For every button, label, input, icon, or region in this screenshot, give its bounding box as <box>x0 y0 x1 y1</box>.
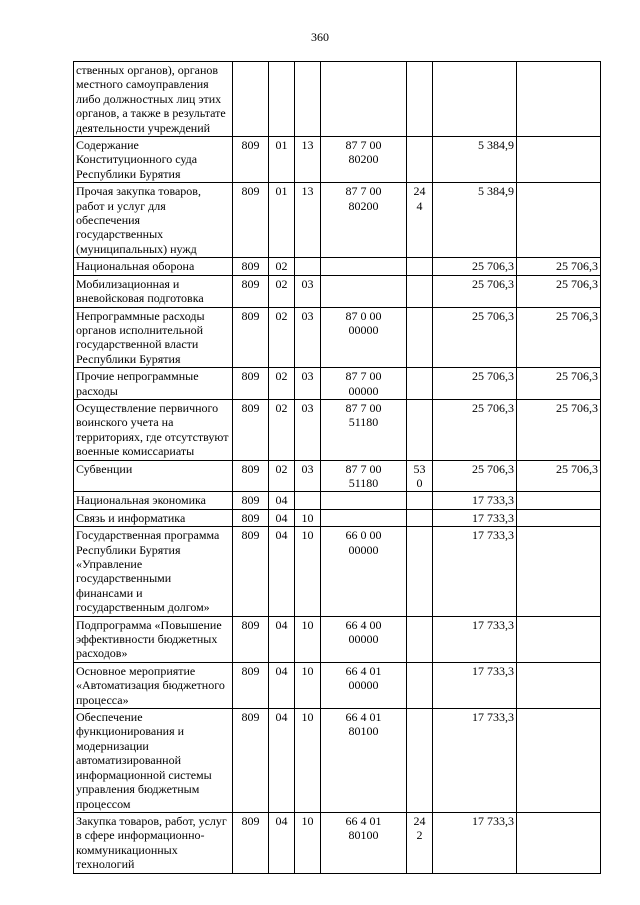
section-code: 01 <box>269 183 295 258</box>
expense-type-code <box>407 368 433 400</box>
section-code: 04 <box>269 709 295 813</box>
expense-type-code <box>407 258 433 275</box>
table-row <box>74 275 601 307</box>
target-article-code: 87 7 00 80200 <box>321 137 407 183</box>
table-row <box>74 616 601 662</box>
amount-year-2 <box>517 183 601 258</box>
subsection-code <box>295 62 321 137</box>
amount-year-1: 17 733,3 <box>433 709 517 813</box>
subsection-code: 03 <box>295 307 321 368</box>
table-row <box>74 460 601 492</box>
amount-year-2 <box>517 492 601 509</box>
section-code: 04 <box>269 812 295 873</box>
target-article-code <box>321 509 407 526</box>
page-number: 360 <box>311 30 329 44</box>
amount-year-2 <box>517 616 601 662</box>
subsection-code: 10 <box>295 709 321 813</box>
amount-year-1: 25 706,3 <box>433 275 517 307</box>
amount-year-2: 25 706,3 <box>517 368 601 400</box>
item-name: Государственная программа Республики Бурятия «Управление государственными финансами и государственным долгом» <box>74 527 233 616</box>
subsection-code: 10 <box>295 527 321 616</box>
amount-year-2: 25 706,3 <box>517 275 601 307</box>
item-name: Основное мероприятие «Автоматизация бюджетного процесса» <box>74 662 233 708</box>
grbs-code: 809 <box>233 812 269 873</box>
subsection-code: 03 <box>295 399 321 460</box>
expense-type-code <box>407 709 433 813</box>
grbs-code <box>233 62 269 137</box>
amount-year-1: 25 706,3 <box>433 258 517 275</box>
expense-type-code <box>407 275 433 307</box>
subsection-code: 03 <box>295 460 321 492</box>
amount-year-1: 5 384,9 <box>433 183 517 258</box>
table-row <box>74 62 601 137</box>
item-name: Прочая закупка товаров, работ и услуг для обеспечения государственных (муниципальных) нужд <box>74 183 233 258</box>
target-article-code: 87 7 00 51180 <box>321 399 407 460</box>
table-body <box>74 62 601 874</box>
item-name: Прочие непрограммные расходы <box>74 368 233 400</box>
target-article-code: 66 4 01 00000 <box>321 662 407 708</box>
grbs-code: 809 <box>233 527 269 616</box>
subsection-code: 10 <box>295 616 321 662</box>
table-row <box>74 492 601 509</box>
table-row <box>74 258 601 275</box>
section-code: 02 <box>269 399 295 460</box>
target-article-code: 66 0 00 00000 <box>321 527 407 616</box>
amount-year-2: 25 706,3 <box>517 460 601 492</box>
grbs-code: 809 <box>233 307 269 368</box>
target-article-code <box>321 62 407 137</box>
subsection-code: 03 <box>295 368 321 400</box>
table-row <box>74 662 601 708</box>
table-row <box>74 368 601 400</box>
section-code: 04 <box>269 527 295 616</box>
item-name: Осуществление первичного воинского учета на территориях, где отсутствуют военные комиссариаты <box>74 399 233 460</box>
section-code <box>269 62 295 137</box>
expense-type-code <box>407 616 433 662</box>
section-code: 02 <box>269 307 295 368</box>
amount-year-1: 17 733,3 <box>433 527 517 616</box>
grbs-code: 809 <box>233 183 269 258</box>
item-name: Мобилизационная и вневойсковая подготовка <box>74 275 233 307</box>
section-code: 04 <box>269 662 295 708</box>
amount-year-1: 25 706,3 <box>433 368 517 400</box>
grbs-code: 809 <box>233 509 269 526</box>
target-article-code: 87 7 00 00000 <box>321 368 407 400</box>
amount-year-1: 25 706,3 <box>433 307 517 368</box>
amount-year-1 <box>433 62 517 137</box>
table-row <box>74 307 601 368</box>
section-code: 02 <box>269 368 295 400</box>
amount-year-1: 17 733,3 <box>433 662 517 708</box>
amount-year-2: 25 706,3 <box>517 307 601 368</box>
amount-year-1: 17 733,3 <box>433 492 517 509</box>
amount-year-1: 17 733,3 <box>433 509 517 526</box>
target-article-code <box>321 492 407 509</box>
section-code: 04 <box>269 616 295 662</box>
section-code: 02 <box>269 460 295 492</box>
subsection-code: 03 <box>295 275 321 307</box>
expense-type-code <box>407 137 433 183</box>
grbs-code: 809 <box>233 662 269 708</box>
subsection-code: 10 <box>295 509 321 526</box>
section-code: 04 <box>269 492 295 509</box>
target-article-code: 87 7 00 51180 <box>321 460 407 492</box>
subsection-code: 10 <box>295 662 321 708</box>
grbs-code: 809 <box>233 258 269 275</box>
amount-year-1: 25 706,3 <box>433 460 517 492</box>
expense-type-code <box>407 307 433 368</box>
section-code: 02 <box>269 275 295 307</box>
table-row <box>74 709 601 813</box>
amount-year-2 <box>517 62 601 137</box>
table-row <box>74 399 601 460</box>
grbs-code: 809 <box>233 460 269 492</box>
budget-table <box>73 61 601 874</box>
table-row <box>74 527 601 616</box>
item-name: Подпрограмма «Повышение эффективности бюджетных расходов» <box>74 616 233 662</box>
subsection-code: 13 <box>295 137 321 183</box>
expense-type-code <box>407 399 433 460</box>
expense-type-code <box>407 662 433 708</box>
target-article-code <box>321 258 407 275</box>
target-article-code: 66 4 01 80100 <box>321 709 407 813</box>
item-name: Субвенции <box>74 460 233 492</box>
target-article-code <box>321 275 407 307</box>
target-article-code: 66 4 01 80100 <box>321 812 407 873</box>
expense-type-code <box>407 509 433 526</box>
subsection-code: 10 <box>295 812 321 873</box>
table-row <box>74 812 601 873</box>
table-row <box>74 509 601 526</box>
amount-year-2 <box>517 709 601 813</box>
expense-type-code <box>407 62 433 137</box>
amount-year-2 <box>517 812 601 873</box>
amount-year-2: 25 706,3 <box>517 399 601 460</box>
amount-year-2 <box>517 662 601 708</box>
target-article-code: 87 7 00 80200 <box>321 183 407 258</box>
target-article-code: 66 4 00 00000 <box>321 616 407 662</box>
item-name: ственных органов), органов местного самоуправления либо должностных лиц этих органов, а также в результате деятельности учреждений <box>74 62 233 137</box>
section-code: 02 <box>269 258 295 275</box>
section-code: 01 <box>269 137 295 183</box>
item-name: Национальная оборона <box>74 258 233 275</box>
item-name: Связь и информатика <box>74 509 233 526</box>
item-name: Закупка товаров, работ, услуг в сфере информационно-коммуникационных технологий <box>74 812 233 873</box>
amount-year-2 <box>517 137 601 183</box>
expense-type-code <box>407 527 433 616</box>
table-row <box>74 137 601 183</box>
item-name: Обеспечение функционирования и модернизации автоматизированной информационной системы управления бюджетным процессом <box>74 709 233 813</box>
grbs-code: 809 <box>233 137 269 183</box>
grbs-code: 809 <box>233 492 269 509</box>
expense-type-code: 24 4 <box>407 183 433 258</box>
table-row <box>74 183 601 258</box>
section-code: 04 <box>269 509 295 526</box>
grbs-code: 809 <box>233 399 269 460</box>
item-name: Национальная экономика <box>74 492 233 509</box>
subsection-code <box>295 258 321 275</box>
amount-year-2 <box>517 509 601 526</box>
amount-year-1: 17 733,3 <box>433 812 517 873</box>
grbs-code: 809 <box>233 275 269 307</box>
item-name: Содержание Конституционного суда Республики Бурятия <box>74 137 233 183</box>
amount-year-1: 5 384,9 <box>433 137 517 183</box>
item-name: Непрограммные расходы органов исполнительной государственной власти Республики Бурятия <box>74 307 233 368</box>
subsection-code <box>295 492 321 509</box>
amount-year-2 <box>517 527 601 616</box>
grbs-code: 809 <box>233 709 269 813</box>
expense-type-code: 53 0 <box>407 460 433 492</box>
amount-year-2: 25 706,3 <box>517 258 601 275</box>
amount-year-1: 25 706,3 <box>433 399 517 460</box>
target-article-code: 87 0 00 00000 <box>321 307 407 368</box>
grbs-code: 809 <box>233 368 269 400</box>
amount-year-1: 17 733,3 <box>433 616 517 662</box>
expense-type-code <box>407 492 433 509</box>
grbs-code: 809 <box>233 616 269 662</box>
subsection-code: 13 <box>295 183 321 258</box>
expense-type-code: 24 2 <box>407 812 433 873</box>
